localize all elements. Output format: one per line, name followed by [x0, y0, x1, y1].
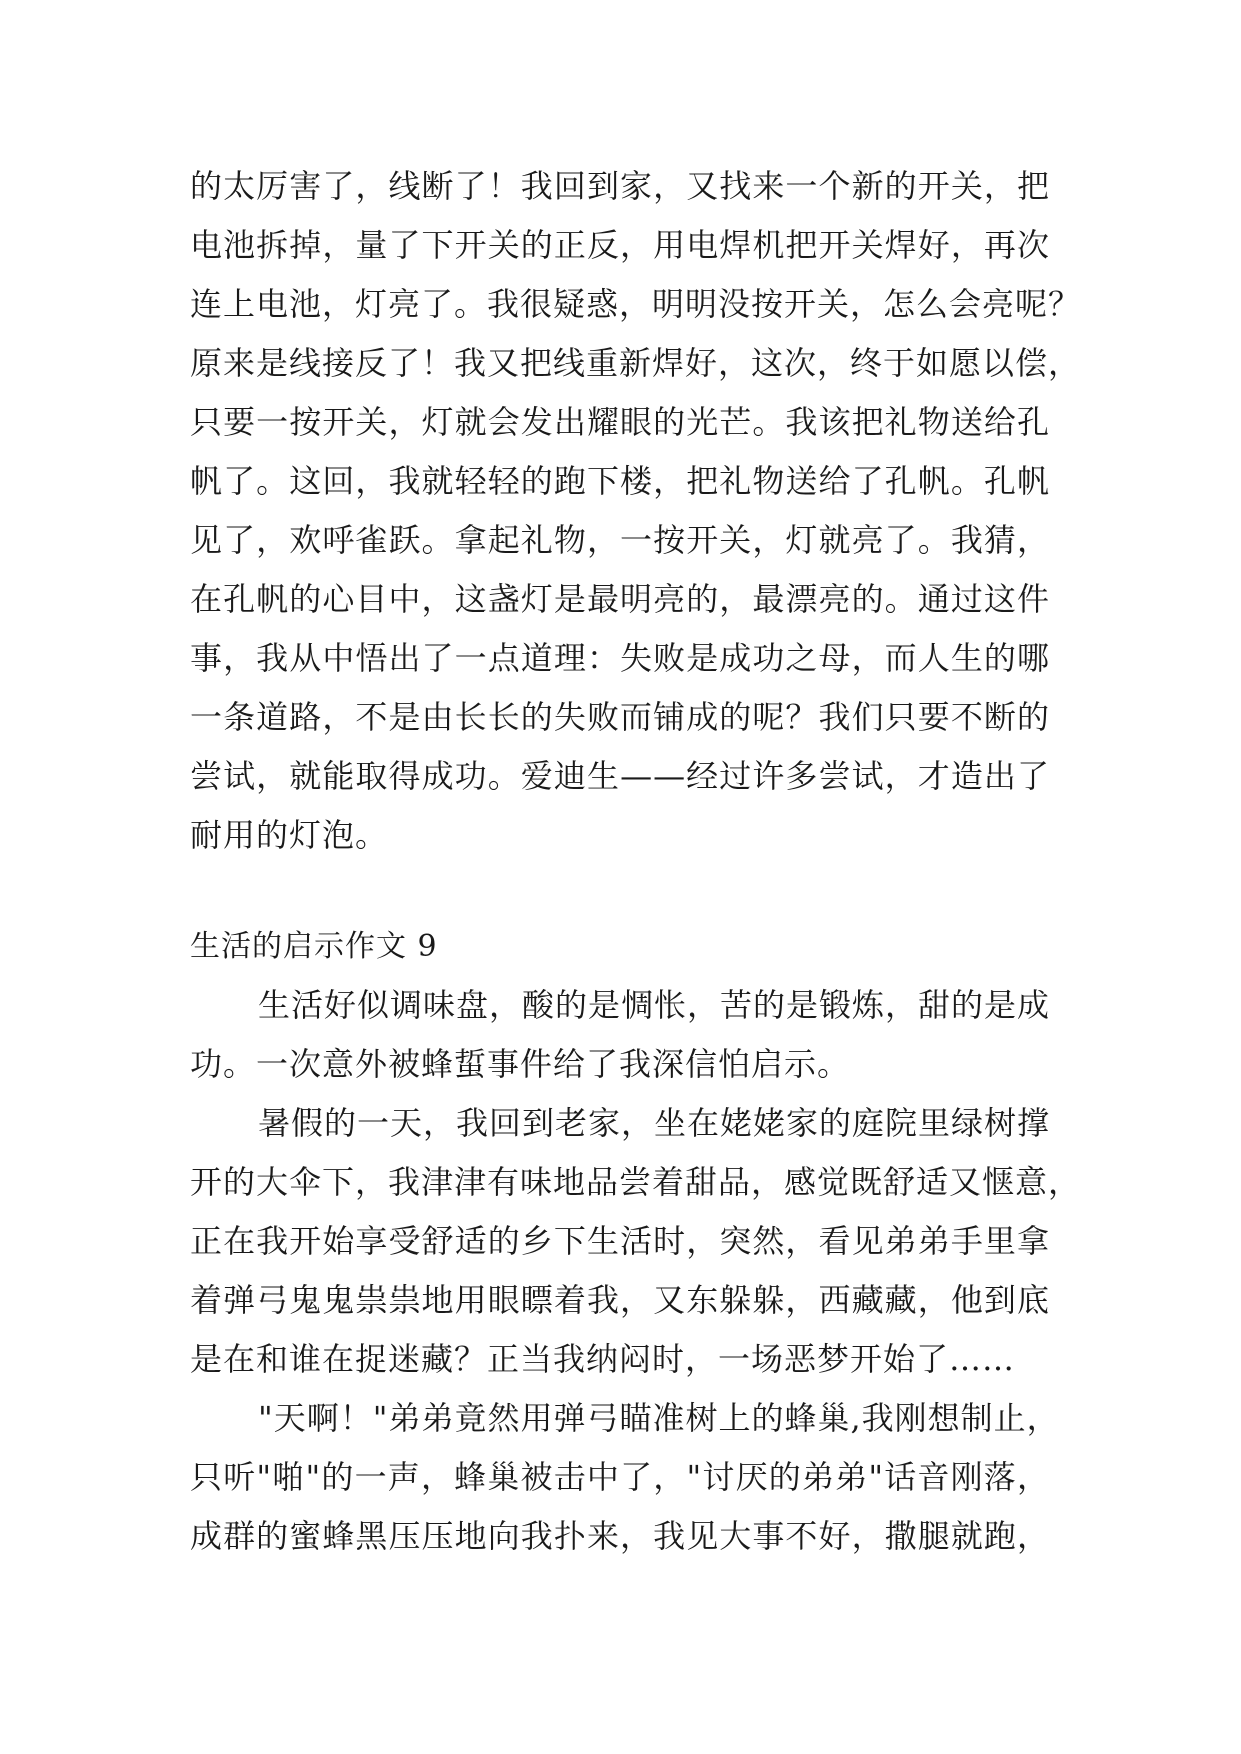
text-line: 原来是线接反了！我又把线重新焊好，这次，终于如愿以偿， — [190, 344, 1082, 382]
paragraph-continued — [190, 157, 1082, 865]
text-line: 电池拆掉，量了下开关的正反，用电焊机把开关焊好，再次 — [190, 226, 1050, 264]
text-line: 耐用的灯泡。 — [190, 816, 389, 854]
essay-body — [190, 976, 1082, 1566]
text-line: "天啊！"弟弟竟然用弹弓瞄准树上的蜂巢,我刚想制止， — [258, 1399, 1060, 1437]
text-line: 一条道路，不是由长长的失败而铺成的呢？我们只要不断的 — [190, 698, 1050, 736]
text-line: 开的大伞下，我津津有味地品尝着甜品，感觉既舒适又惬意， — [190, 1163, 1082, 1201]
text-line: 帆了。这回，我就轻轻的跑下楼，把礼物送给了孔帆。孔帆 — [190, 462, 1050, 500]
text-line: 成群的蜜蜂黑压压地向我扑来，我见大事不好，撒腿就跑， — [190, 1517, 1050, 1555]
text-line: 的太厉害了，线断了！我回到家，又找来一个新的开关，把 — [190, 167, 1050, 205]
text-line: 是在和谁在捉迷藏？正当我纳闷时，一场恶梦开始了…… — [190, 1340, 1016, 1378]
section-heading: 生活的启示作文 9 — [190, 929, 438, 964]
text-line: 见了，欢呼雀跃。拿起礼物，一按开关，灯就亮了。我猜， — [190, 521, 1050, 559]
text-line: 连上电池，灯亮了。我很疑惑，明明没按开关，怎么会亮呢？ — [190, 285, 1082, 323]
text-line: 正在我开始享受舒适的乡下生活时，突然，看见弟弟手里拿 — [190, 1222, 1050, 1260]
text-line: 只听"啪"的一声，蜂巢被击中了，"讨厌的弟弟"话音刚落， — [190, 1458, 1050, 1496]
text-line: 尝试，就能取得成功。爱迪生——经过许多尝试，才造出了 — [190, 757, 1050, 795]
text-line: 在孔帆的心目中，这盏灯是最明亮的，最漂亮的。通过这件 — [190, 580, 1050, 618]
text-line: 只要一按开关，灯就会发出耀眼的光芒。我该把礼物送给孔 — [190, 403, 1050, 441]
text-line: 功。一次意外被蜂蜇事件给了我深信怕启示。 — [190, 1045, 851, 1083]
text-line: 着弹弓鬼鬼祟祟地用眼瞟着我，又东躲躲，西藏藏，他到底 — [190, 1281, 1050, 1319]
text-line: 生活好似调味盘，酸的是惆怅，苦的是锻炼，甜的是成 — [258, 986, 1051, 1024]
text-line: 暑假的一天，我回到老家，坐在姥姥家的庭院里绿树撑 — [258, 1104, 1051, 1142]
text-line: 事，我从中悟出了一点道理：失败是成功之母，而人生的哪 — [190, 639, 1050, 677]
